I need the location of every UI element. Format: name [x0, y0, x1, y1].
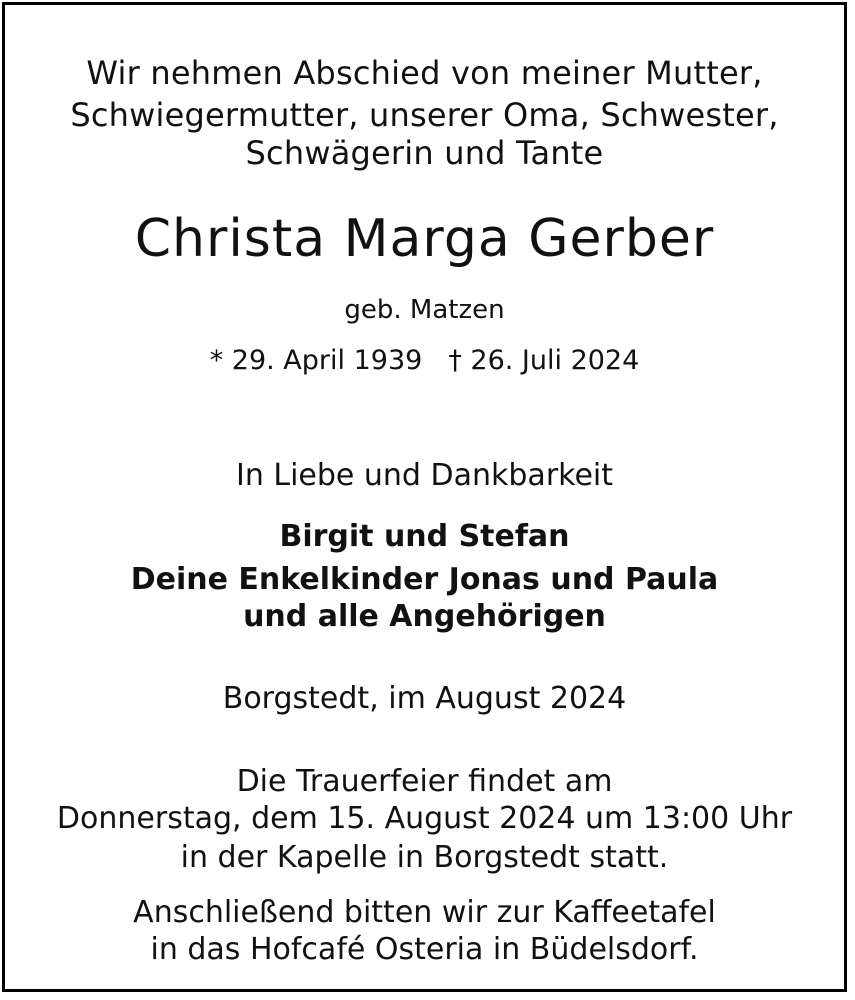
service-line-2: Donnerstag, dem 15. August 2024 um 13:00 Uhr [56, 801, 793, 836]
place-date: Borgstedt, im August 2024 [222, 681, 627, 716]
service-line-1: Die Trauerfeier findet am [236, 764, 613, 799]
reception-line-2: in das Hofcafé Osteria in Büdelsdorf. [150, 932, 699, 967]
dedication: In Liebe und Dankbarkeit [235, 458, 614, 493]
mourners-line-3: und alle Angehörigen [243, 599, 606, 634]
intro-line-1: Wir nehmen Abschied von meiner Mutter, [86, 54, 763, 92]
intro-line-2: Schwiegermutter, unserer Oma, Schwester, [70, 96, 779, 134]
mourners-line-2: Deine Enkelkinder Jonas und Paula [130, 562, 719, 597]
obituary-notice [2, 2, 847, 992]
death-date: † 26. Juli 2024 [448, 345, 640, 376]
reception-line-1: Anschließend bitten wir zur Kaffeetafel [133, 895, 716, 930]
mourners-line-1: Birgit und Stefan [279, 519, 570, 554]
intro-line-3: Schwägerin und Tante [245, 134, 604, 172]
life-dates [5, 347, 844, 374]
birth-name: geb. Matzen [344, 295, 505, 325]
deceased-name: Christa Marga Gerber [134, 209, 715, 269]
birth-date: * 29. April 1939 [209, 345, 423, 376]
service-line-3: in der Kapelle in Borgstedt statt. [180, 840, 669, 875]
